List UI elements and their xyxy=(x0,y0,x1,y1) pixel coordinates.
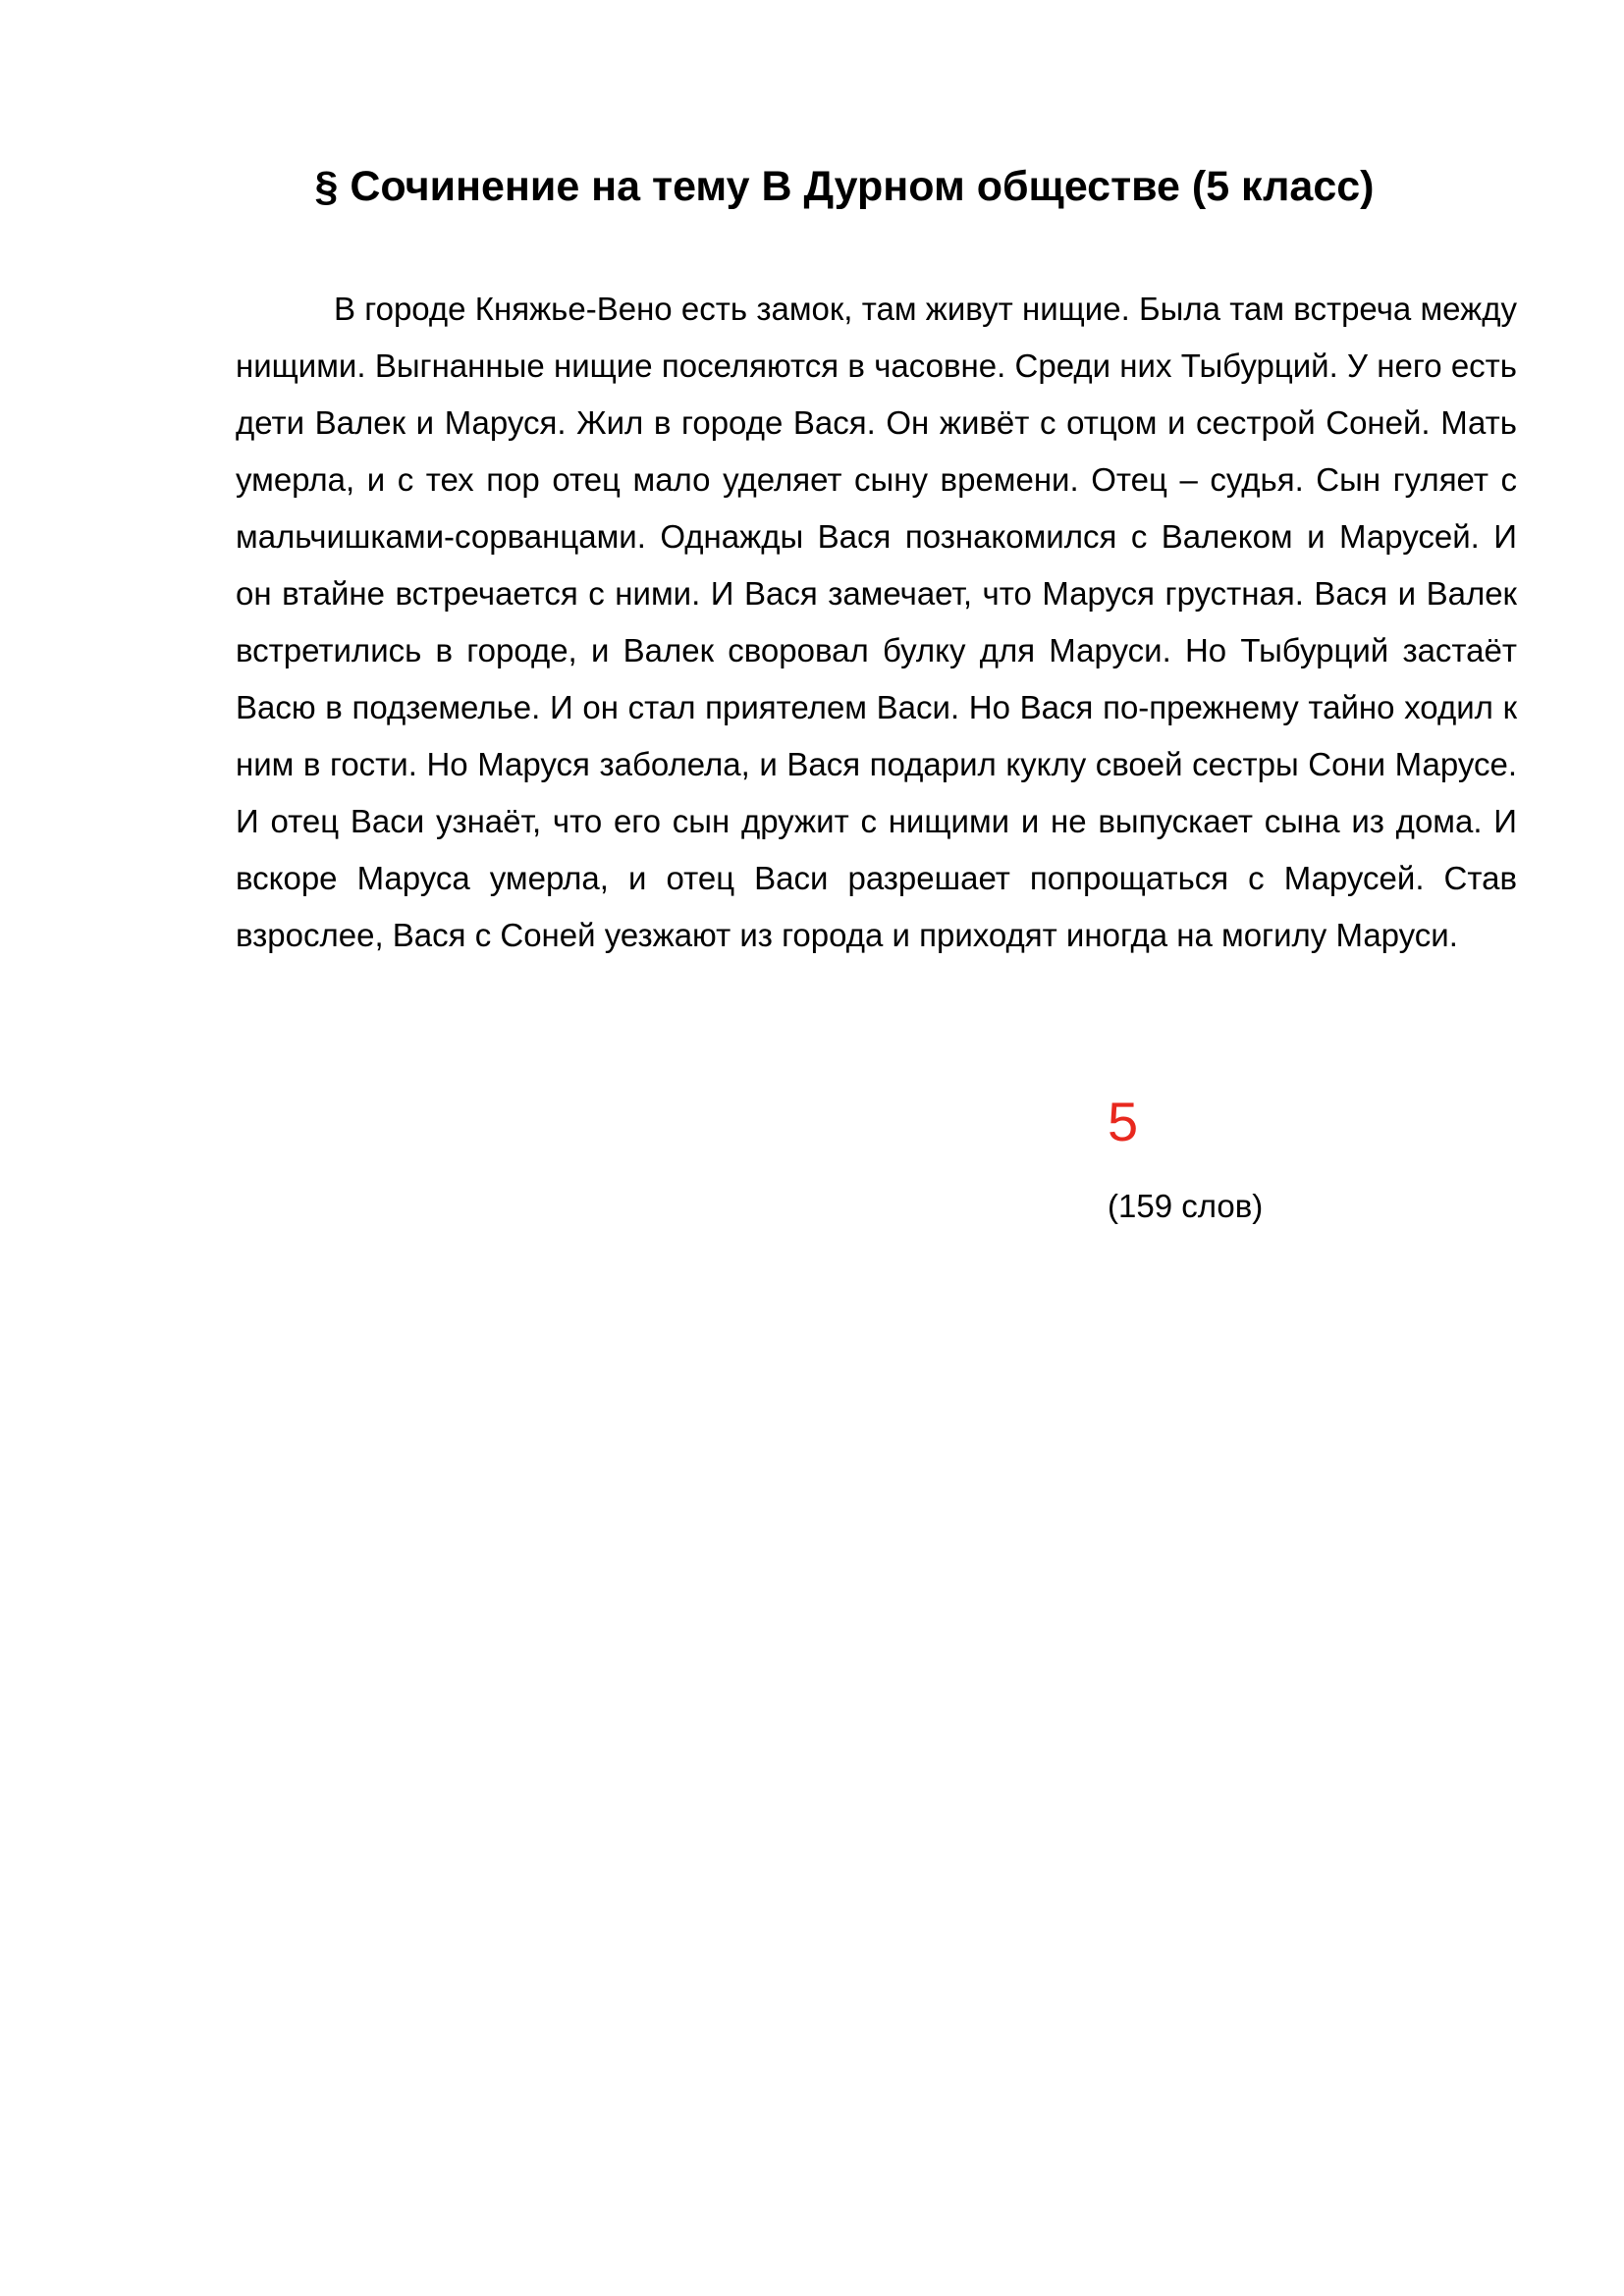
essay-body: В городе Княжье-Вено есть замок, там живут нищие. Была там встреча между нищими. Выгнанные нищие поселяются в часовне. Среди них Тыбурций. У него есть дети Валек и Маруся. Жил в городе Вася. Он живёт с отцом и сестрой Соней. Мать умерла, и с тех пор отец мало уделяет сыну времени. Отец – судья. Сын гуляет с мальчишками-сорванцами. Однажды Вася познакомился с Валеком и Марусей. И он втайне встречается с ними. И Вася замечает, что Маруся грустная. Вася и Валек встретились в городе, и Валек своровал булку для Маруси. Но Тыбурций застаёт Васю в подземелье. И он стал приятелем Васи. Но Вася по-прежнему тайно ходил к ним в гости. Но Маруся заболела, и Вася подарил куклу своей сестры Сони Марусе. И отец Васи узнаёт, что его сын дружит с нищими и не выпускает сына из дома. И вскоре Маруса умерла, и отец Васи разрешает попрощаться с Марусей. Став взрослее, Вася с Соней уезжают из города и приходят иногда на могилу Маруси. xyxy=(236,291,1517,953)
essay-title: § Сочинение на тему В Дурном обществе (5 класс) xyxy=(314,163,1375,210)
grade-mark: 5 xyxy=(1108,1091,1139,1152)
word-count: (159 слов) xyxy=(1108,1188,1264,1224)
